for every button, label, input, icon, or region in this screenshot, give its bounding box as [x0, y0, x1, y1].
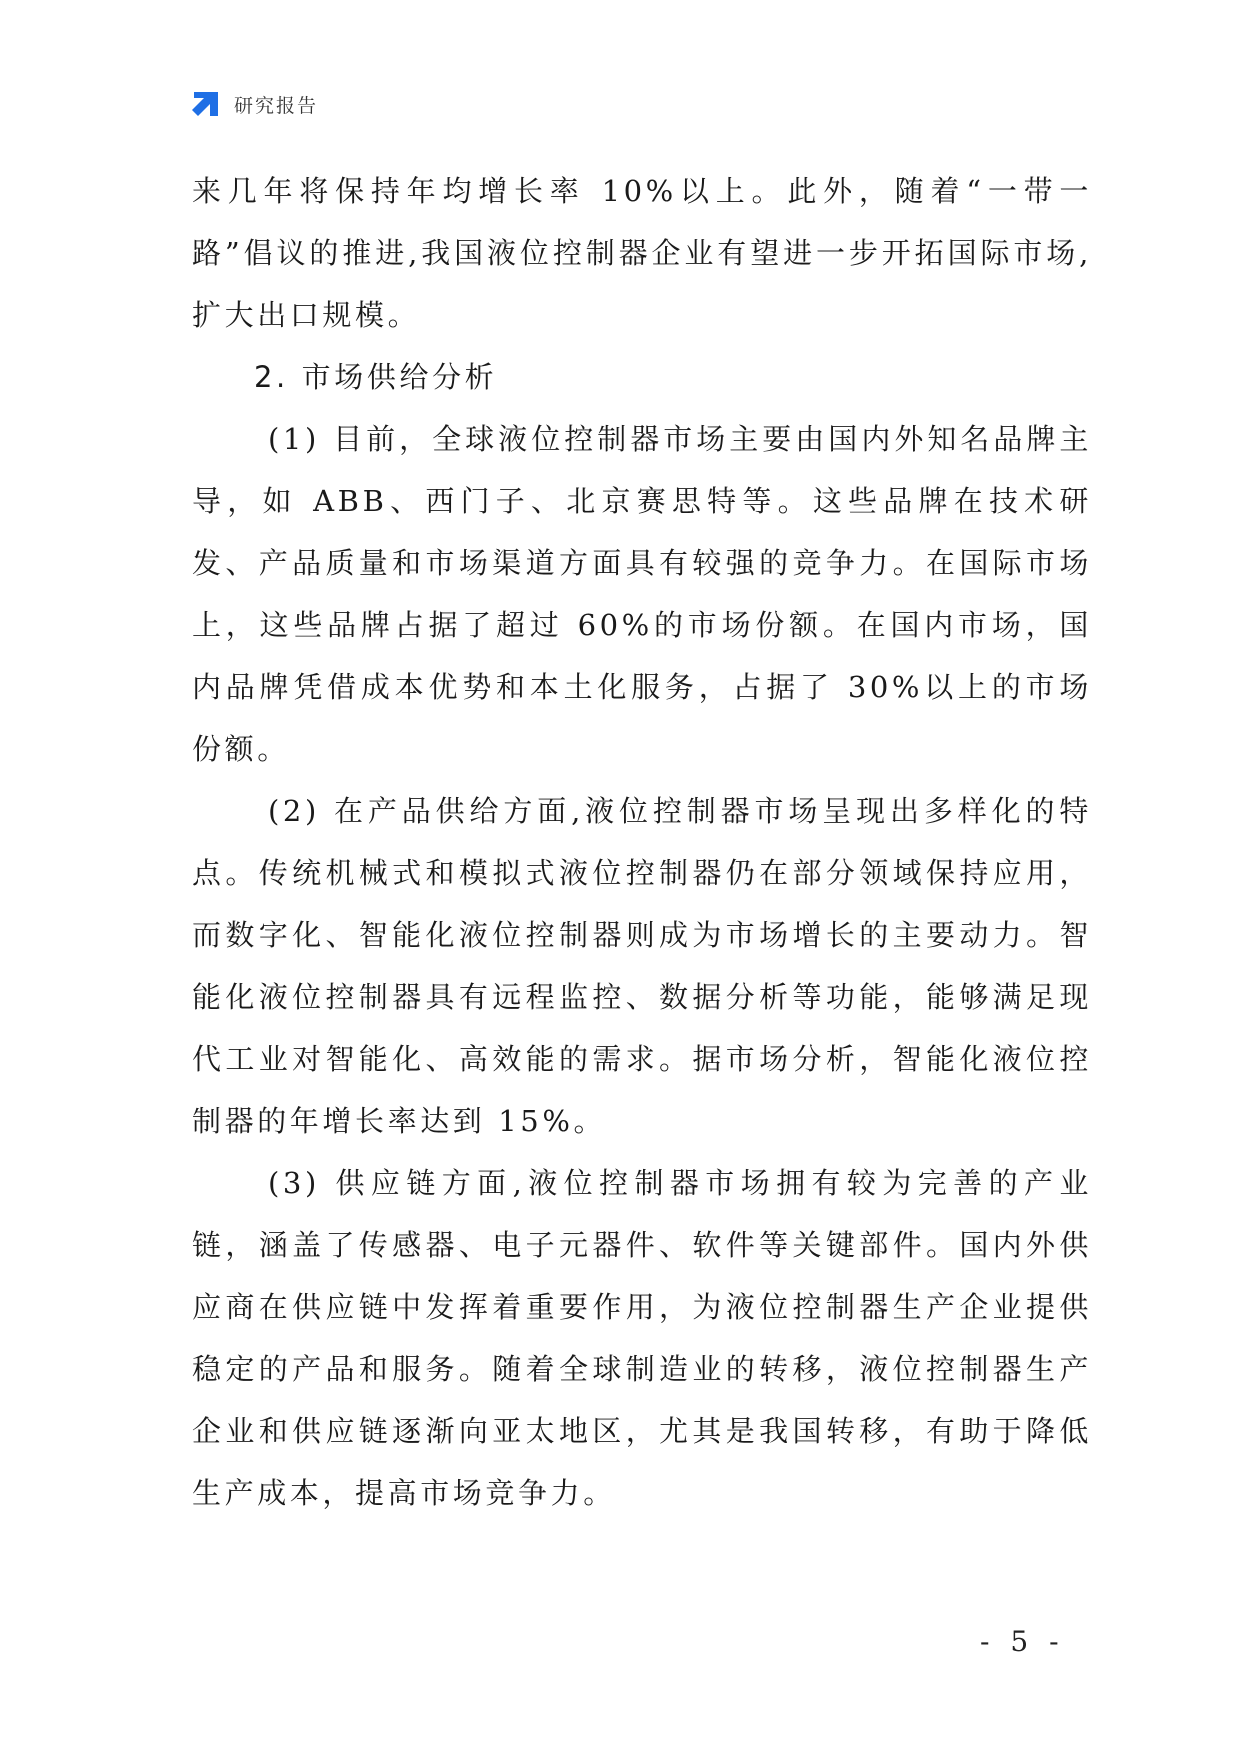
header-title: 研究报告 [234, 94, 319, 117]
arrow-up-right-logo-icon [190, 88, 222, 120]
section-heading: 2. 市场供给分析 [254, 360, 498, 394]
page-number: - 5 - [980, 1625, 1065, 1658]
paragraph-3: (3) 供应链方面,液位控制器市场拥有较为完善的产业链，涵盖了传感器、电子元器件、软件等关键部件。国内外供应商在供应链中发挥着重要作用，为液位控制器生产企业提供稳定的产品和服务。随着全球制造业的转移，液位控制器生产企业和供应链逐渐向亚太地区，尤其是我国转移，有助于降低生产成本，提高市场竞争力。 [192, 1166, 1092, 1510]
document-body [192, 160, 1092, 1524]
report-header [190, 88, 318, 120]
paragraph-1: (1) 目前，全球液位控制器市场主要由国内外知名品牌主导，如 ABB、西门子、北京赛思特等。这些品牌在技术研发、产品质量和市场渠道方面具有较强的竞争力。在国际市场上，这些品牌占据了超过 60%的市场份额。在国内市场，国内品牌凭借成本优势和本土化服务，占据了 30%以上的市场份额。 [192, 422, 1092, 766]
paragraph-continued: 来几年将保持年均增长率 10%以上。此外，随着“一带一路”倡议的推进,我国液位控制器企业有望进一步开拓国际市场,扩大出口规模。 [192, 174, 1092, 332]
paragraph-2: (2) 在产品供给方面,液位控制器市场呈现出多样化的特点。传统机械式和模拟式液位控制器仍在部分领域保持应用，而数字化、智能化液位控制器则成为市场增长的主要动力。智能化液位控制器具有远程监控、数据分析等功能，能够满足现代工业对智能化、高效能的需求。据市场分析，智能化液位控制器的年增长率达到 15%。 [192, 794, 1092, 1138]
